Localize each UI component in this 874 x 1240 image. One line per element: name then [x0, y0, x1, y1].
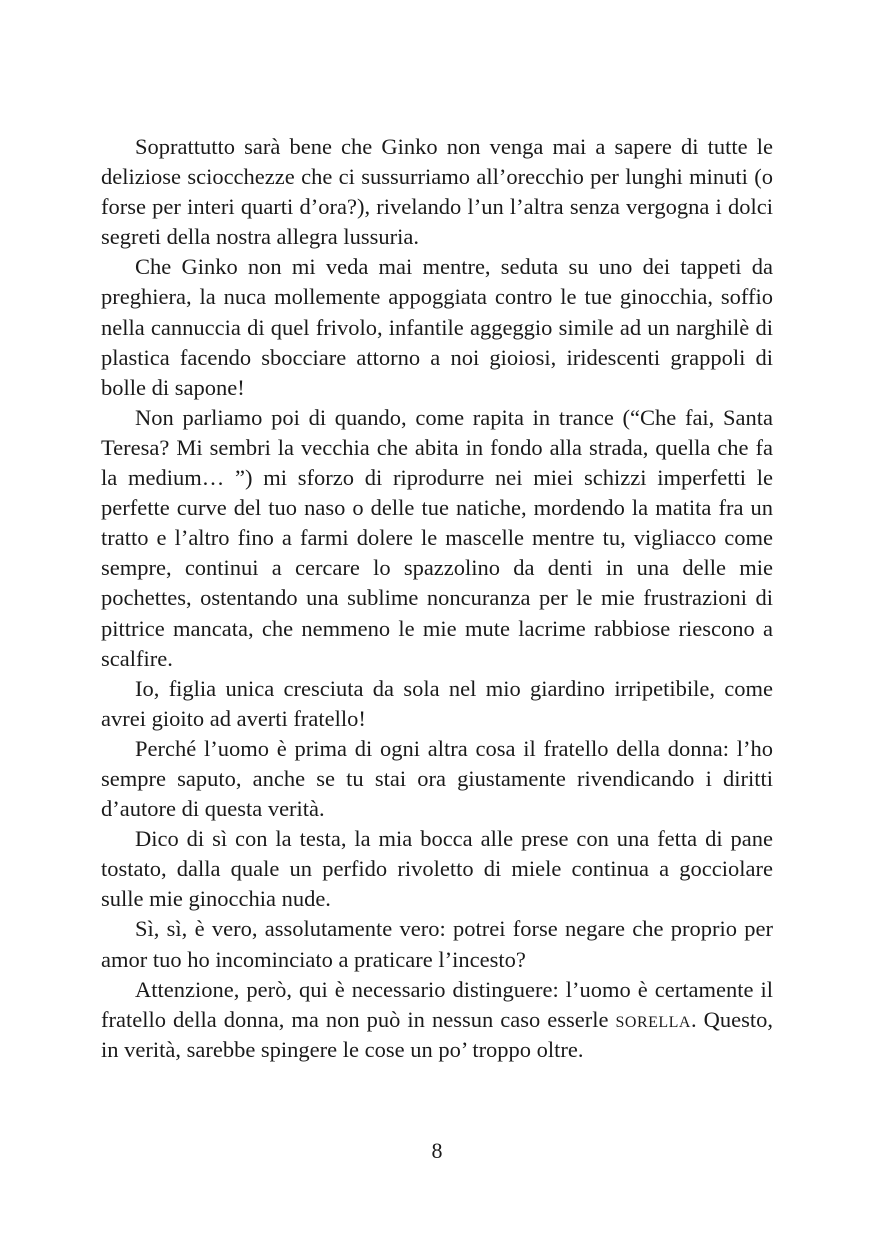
paragraph: Dico di sì con la testa, la mia bocca alle prese con una fetta di pane tostato, dalla quale un perfido rivoletto di miele continua a gocciolare sulle mie ginocchia nude. — [101, 826, 773, 912]
paragraph: Che Ginko non mi veda mai mentre, seduta su uno dei tappeti da preghiera, la nuca mollemente appoggiata contro le tue ginocchia, soffio nella cannuccia di quel frivolo, infantile aggeggio simile ad un narghilè di plastica facendo sbocciare attorno a noi gioiosi, iridescenti grappoli di bolle di sapone! — [101, 254, 773, 400]
paragraph: Sì, sì, è vero, assolutamente vero: potrei forse negare che proprio per amor tuo ho incominciato a praticare l’incesto? — [101, 916, 773, 972]
body-text — [101, 132, 773, 1065]
paragraph: Io, figlia unica cresciuta da sola nel mio giardino irripetibile, come avrei gioito ad averti fratello! — [101, 675, 773, 731]
paragraph: Non parliamo poi di quando, come rapita in trance (“Che fai, Santa Teresa? Mi sembri la vecchia che abita in fondo alla strada, quella che fa la medium… ”) mi sforzo di riprodurre nei miei schizzi imperfetti le perfette curve del tuo naso o delle tue natiche, mordendo la matita fra un tratto e l’altro fino a farmi dolere le mascelle mentre tu, vigliacco come sempre, continui a cercare lo spazzolino da denti in una delle mie pochettes, ostentando una sublime noncuranza per le mie frustrazioni di pittrice mancata, che nemmeno le mie mute lacrime rabbiose riescono a scalfire. — [101, 404, 773, 671]
paragraph-last — [101, 975, 773, 1065]
paragraph-text: . Questo, in verità, sarebbe spingere le cose un po’ troppo oltre. — [101, 1006, 774, 1062]
small-caps-word: sorella — [615, 1006, 691, 1032]
paragraph: Soprattutto sarà bene che Ginko non venga mai a sapere di tutte le deliziose sciocchezze che ci sussurriamo all’orecchio per lunghi minuti (o forse per interi quarti d’ora?), rivelando l’un l’altra senza vergogna i dolci segreti della nostra allegra lussuria. — [101, 134, 773, 250]
paragraph: Perché l’uomo è prima di ogni altra cosa il fratello della donna: l’ho sempre saputo, anche se tu stai ora giustamente rivendicando i diritti d’autore di questa verità. — [101, 735, 773, 822]
page-number: 8 — [431, 1138, 443, 1163]
paragraph-text: Attenzione, però, qui è necessario distinguere: l’uomo è certamente il fratello della donna, ma non può in nessun caso esserle — [101, 976, 773, 1032]
